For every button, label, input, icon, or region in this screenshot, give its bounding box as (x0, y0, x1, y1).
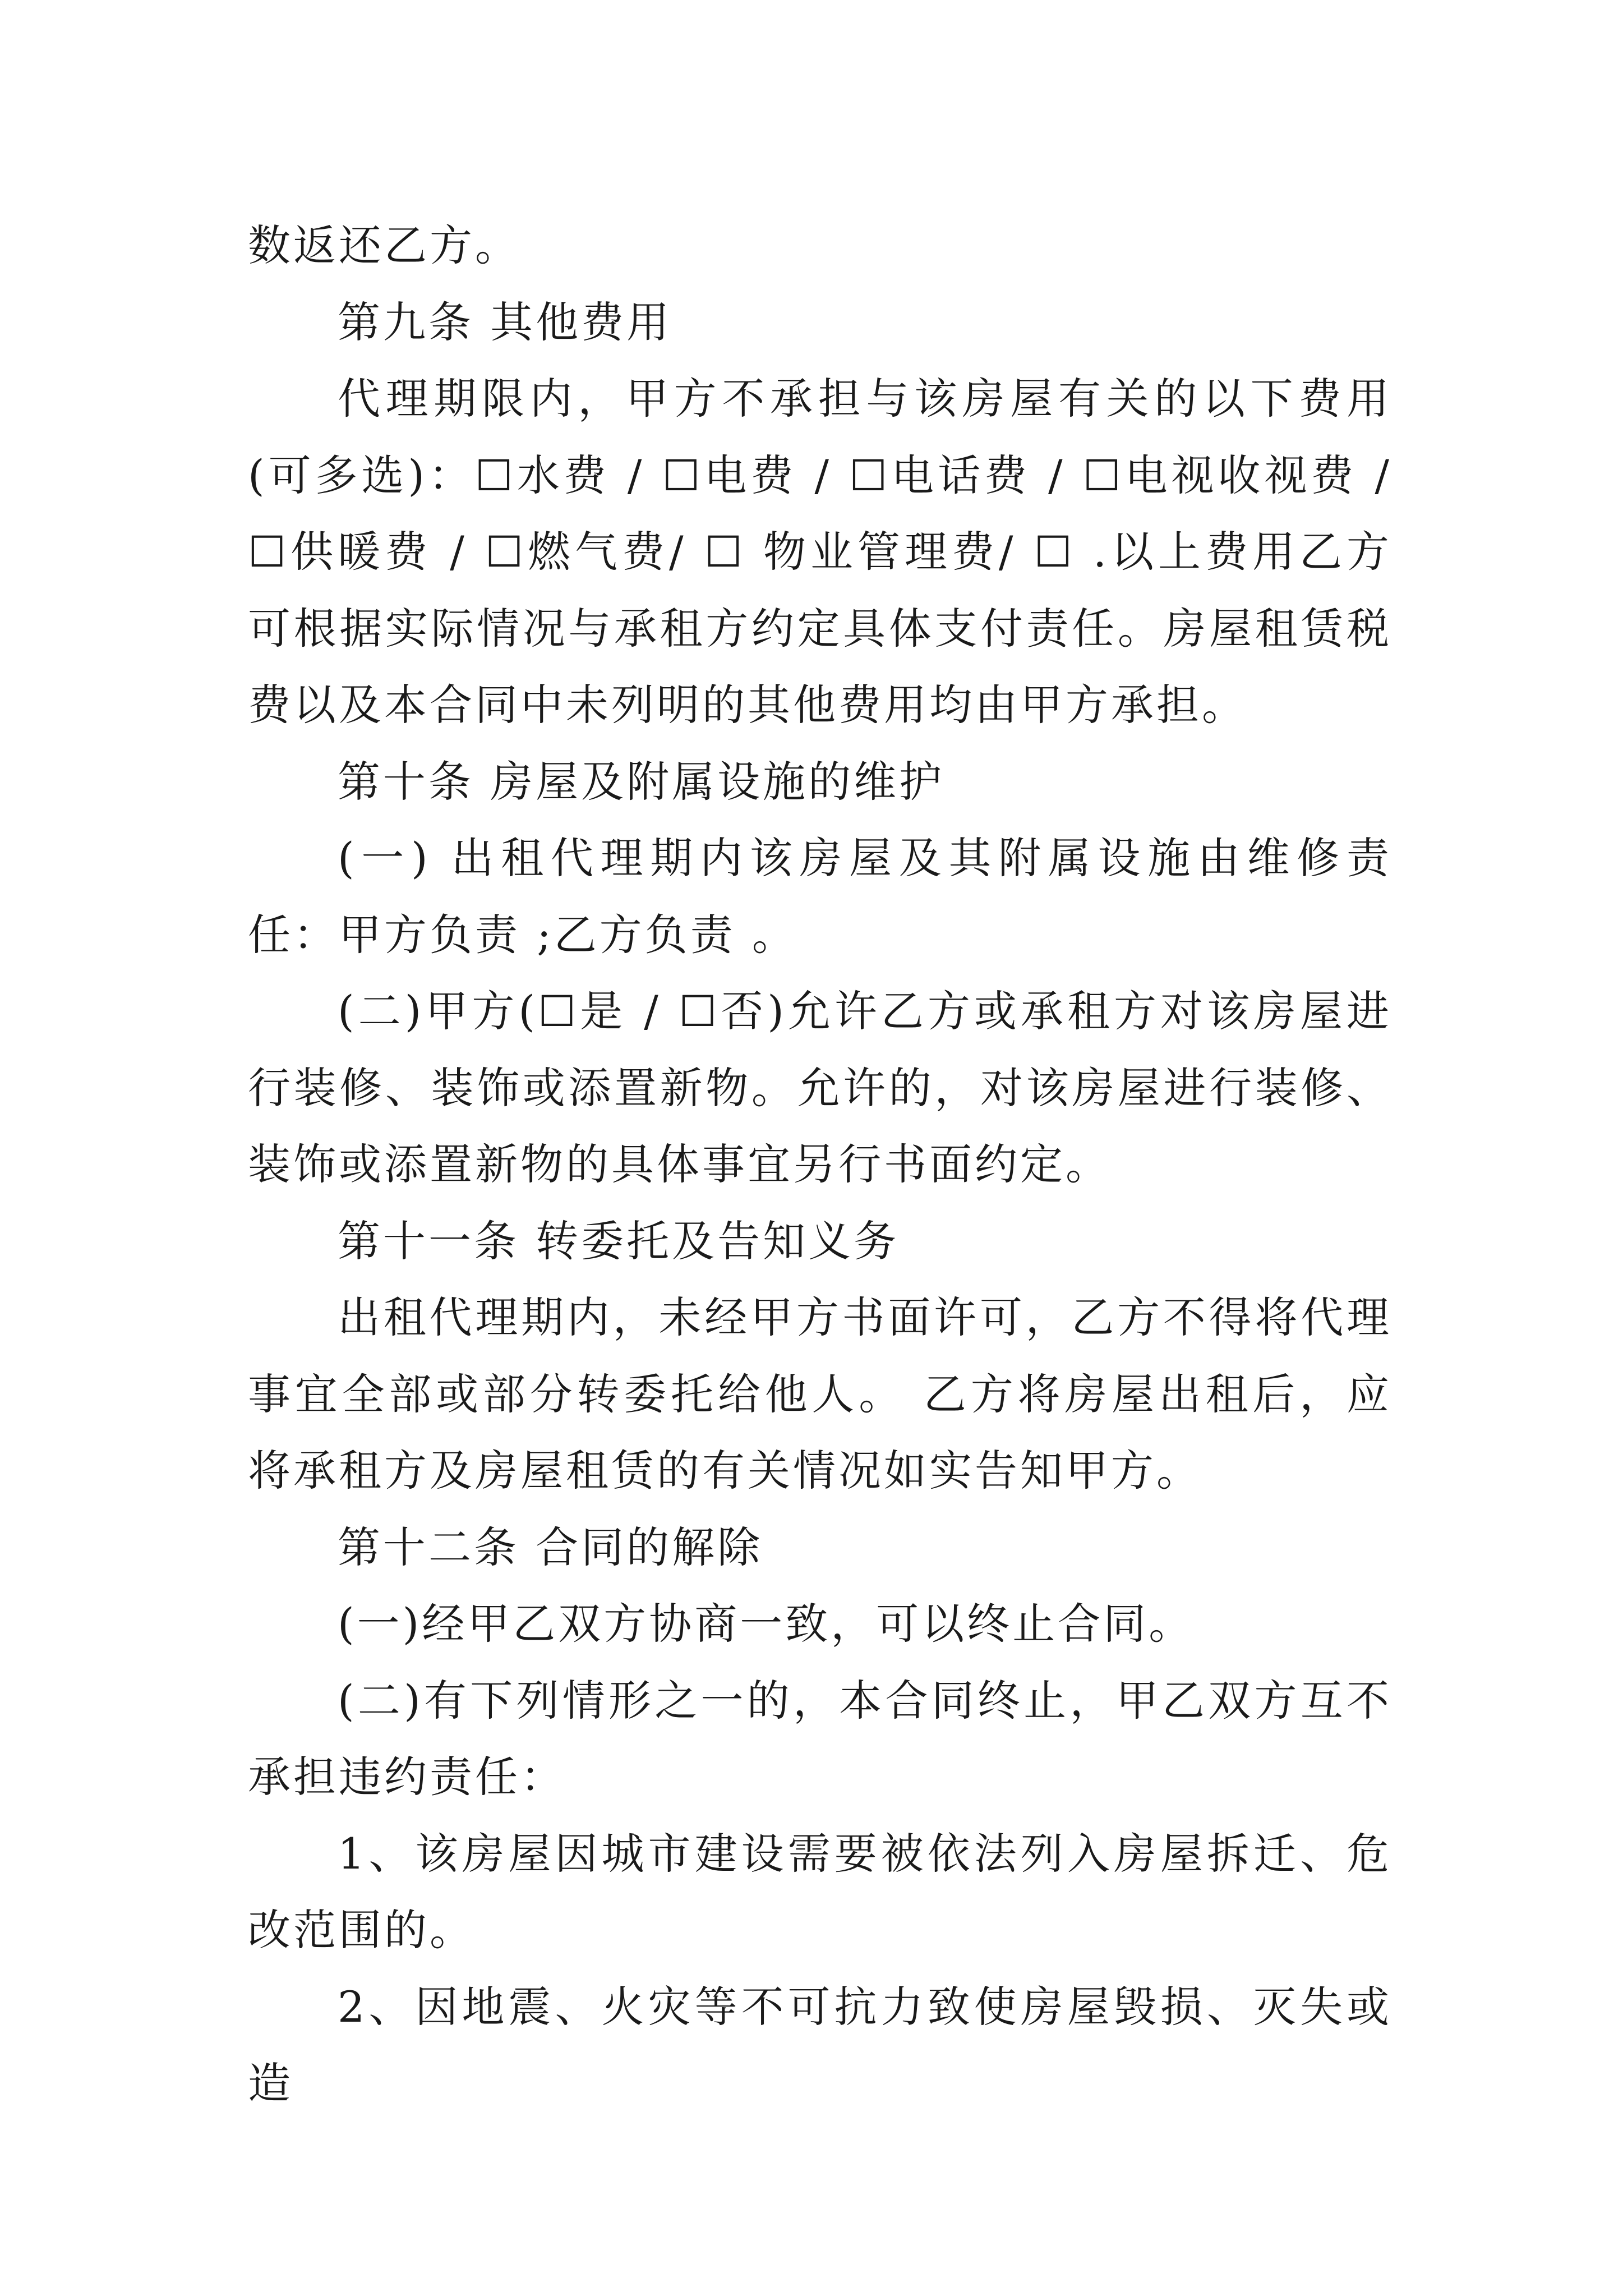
article-12-clause-2: (二)有下列情形之一的，本合同终止，甲乙双方互不承担违约责任： (248, 1675, 1392, 1802)
article-12-item-2: 2、因地震、火灾等不可抗力致使房屋毁损、灭失或造 (248, 1981, 1392, 2108)
article-11-body: 出租代理期内，未经甲方书面许可，乙方不得将代理事宜全部或部分转委托给他人。 乙方将房屋出租后，应将承租方及房屋租赁的有关情况如实告知甲方。 (248, 1292, 1392, 1496)
article-12-item-1: 1、该房屋因城市建设需要被依法列入房屋拆迁、危改范围的。 (248, 1828, 1392, 1955)
document-body (248, 208, 1392, 2122)
article-10-clause-1: (一) 出租代理期内该房屋及其附属设施由维修责任：甲方负责 ;乙方负责 。 (248, 833, 1392, 960)
article-12-heading: 第十二条 合同的解除 (338, 1522, 763, 1572)
article-12-clause-1: (一)经甲乙双方协商一致，可以终止合同。 (338, 1599, 1195, 1649)
article-9-body: 代理期限内，甲方不承担与该房屋有关的以下费用(可多选)：☐水费 / ☐电费 / ☐电话费 / ☐电视收视费 / ☐供暖费 / ☐燃气费/ ☐ 物业管理费/ ☐ .以上费用乙方可根据实际情况与承租方约定具体支付责任。房屋租赁税费以及本合同中未列明的其他费用均由甲方承担。 (248, 374, 1392, 730)
article-11-heading: 第十一条 转委托及告知义务 (338, 1216, 900, 1266)
paragraph-continuation: 数返还乙方。 (248, 220, 520, 270)
article-10-clause-2: (二)甲方(☐是 / ☐否)允许乙方或承租方对该房屋进行装修、装饰或添置新物。允许的，对该房屋进行装修、装饰或添置新物的具体事宜另行书面约定。 (248, 986, 1392, 1189)
article-9-heading: 第九条 其他费用 (338, 297, 672, 347)
article-10-heading: 第十条 房屋及附属设施的维护 (338, 756, 945, 807)
